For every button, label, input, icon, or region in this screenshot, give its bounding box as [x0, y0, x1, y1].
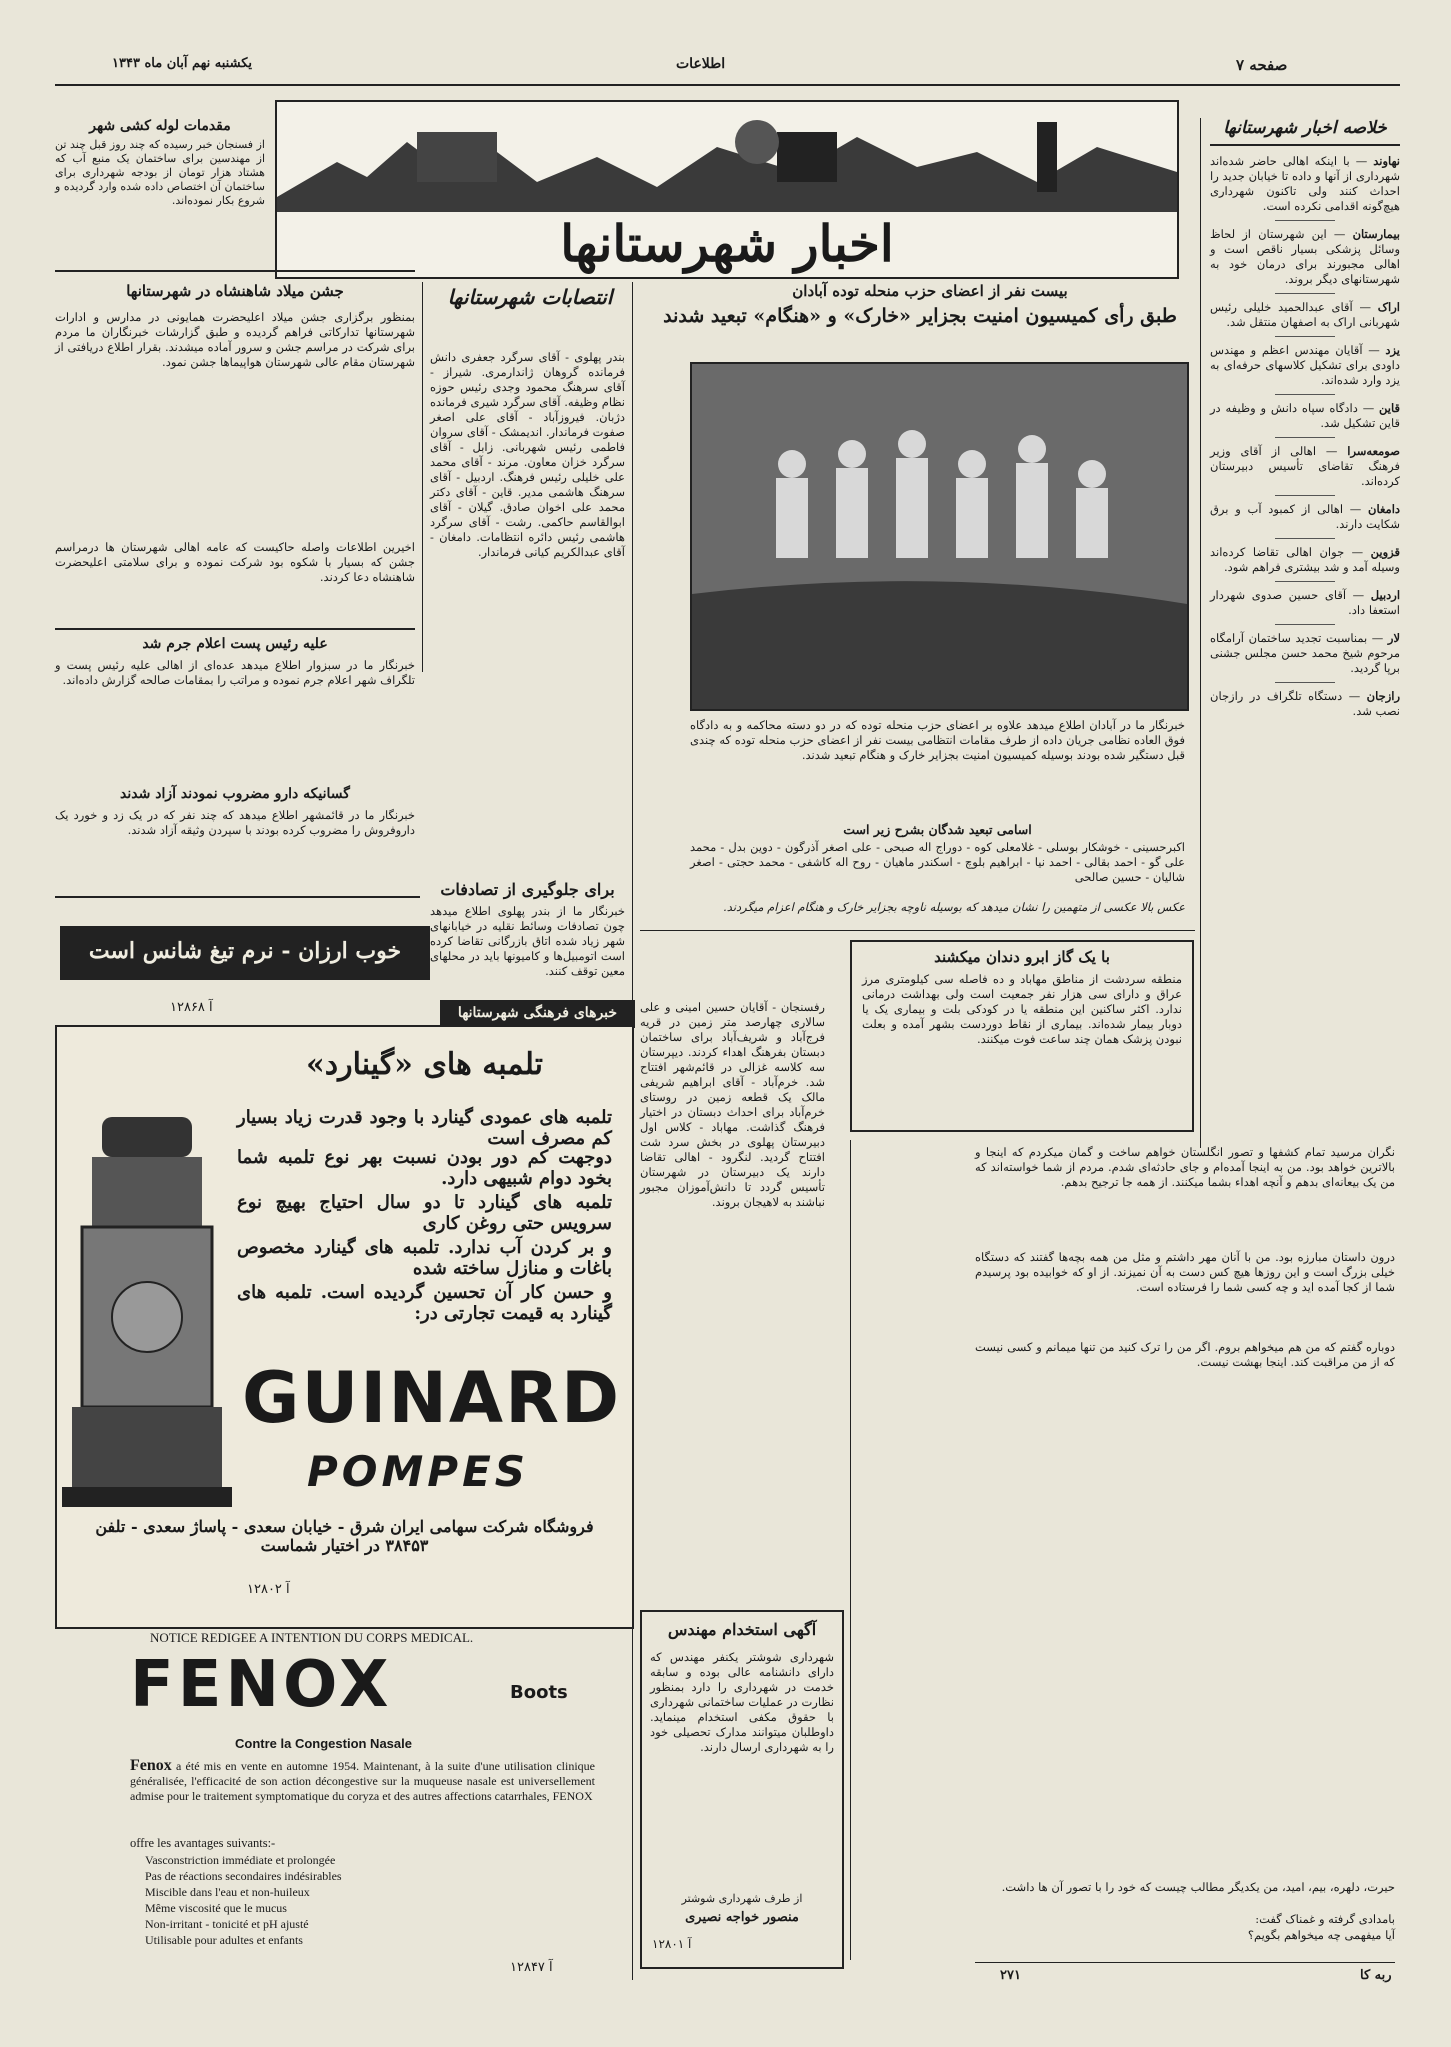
lead-head2: طبق رأی کمیسیون امنیت بجزایر «خارک» و «هنگام» تبعید شدند	[663, 305, 1177, 327]
photo-figures	[692, 364, 1187, 709]
brief-item: صومعه‌سرا — اهالی از آقای وزیر فرهنگ تقاضای تأسیس دبیرستان کرده‌اند.	[1210, 444, 1401, 488]
column-rule-left	[422, 282, 423, 672]
brief-item: یزد — آقایان مهندس اعظم و مهندس داودی برای تشکیل کلاسهای حرفه‌ای به یزد وارد شده‌اند.	[1210, 343, 1400, 387]
complaint-body: خبرنگار ما در سبزوار اطلاع میدهد عده‌ای از اهالی علیه رئیس پست و تلگراف شهر اعلام جرم نموده و مراتب را بمقامات صالحه گزارش داده‌اند.	[55, 658, 415, 687]
brief-body: جوان اهالی تقاضا کرده‌اند وسیله آمد و شد بیشتری فراهم شود.	[1210, 545, 1400, 574]
fenox-advantages	[145, 1852, 342, 1948]
brief-body: با اینکه اهالی حاضر شده‌اند شهرداری از آنها و داده تا خیابان جدید را احداث کنند ولی تاکنون شهرداری هیچ‌گونه اقدامی نکرده است.	[1210, 154, 1400, 213]
slogan-code: ۱۲۸۶۸ آ	[170, 1000, 213, 1015]
column-rule-engineer	[632, 1130, 633, 1980]
pump-illustration	[62, 1107, 232, 1517]
brief-item: قاین — دادگاه سپاه دانش و وظیفه در قاین تشکیل شد.	[1210, 401, 1401, 430]
fenox-maker: Boots	[510, 1682, 568, 1703]
brief-item: لار — بمناسبت تجدید ساختمان آرامگاه مرحوم شیخ محمد حسن مجلس جشنی برپا گردید.	[1210, 631, 1401, 675]
brief-head: اردبیل	[1370, 588, 1401, 602]
sardasht-box	[850, 940, 1194, 1132]
lead-caption: عکس بالا عکسی از متهمین را نشان میدهد که بوسیله ناوچه بجزایر خارک و هنگام اعزام میگردند.	[723, 900, 1185, 914]
sardasht-title: با یک گاز ابرو دندان میکشند	[934, 948, 1110, 966]
guinard-line1: تلمبه های عمودی گینارد با وجود قدرت زیاد بسیار کم مصرف است	[237, 1107, 612, 1149]
masthead-paper: اطلاعات	[676, 56, 726, 72]
birthday-rule	[55, 628, 415, 630]
guinard-line2: دوجهت کم دور بودن نسبت بهر نوع تلمبه شما بخود دوام شبیهی دارد.	[237, 1147, 612, 1189]
culture-title: خبرهای فرهنگی شهرستانها	[457, 1005, 618, 1021]
brief-body: دستگاه تلگراف در رازجان نصب شد.	[1210, 689, 1400, 718]
fenox-advantage: Pas de réactions secondaires indésirables	[145, 1869, 342, 1883]
brief-item: بیمارستان — این شهرستان از لحاظ وسائل پزشکی بسیار ناقص است و اهالی مجبورند برای درمان خود به شهرستانهای دیگر بروند.	[1210, 227, 1400, 286]
column-rule-letter	[850, 1140, 851, 1960]
birthday-p2: اخیرین اطلاعات واصله حاکیست که عامه اهالی شهرستان ها درمراسم جشن که بسیار با شکوه بود شرکت نموده و برای سلامتی اعلیحضرت شاهنشاه دعا کردند.	[55, 540, 415, 584]
lead-bottom-rule	[640, 930, 1195, 931]
column-rule-right	[1200, 118, 1201, 1148]
masthead-rule	[55, 84, 1400, 86]
brief-body: اهالی از کمبود آب و برق شکایت دارند.	[1210, 502, 1400, 531]
brief-body: این شهرستان از لحاظ وسائل پزشکی بسیار ناقص است و اهالی مجبورند برای درمان خود به شهرستانهای دیگر بروند.	[1210, 227, 1400, 286]
letter-bottom-rule	[975, 1962, 1395, 1963]
complaint-title2: گسانیکه دارو مضروب نمودند آزاد شدند	[120, 786, 350, 802]
brief-body: آقای حسین صدوی شهردار استعفا داد.	[1210, 588, 1400, 617]
letter-p3: دوباره گفتم که من هم میخواهم بروم. اگر من را ترک کنید من تنها میمانم و کسی نیست که از من مراقبت کند. اینجا بهشت نیست.	[975, 1340, 1395, 1369]
fenox-intro-text: a été mis en vente en automne 1954. Maintenant, à la suite d'une utilisation clinique généralisée, l'efficacité de son action décongestive sur la muqueuse nasale est universellement admise pour le traitement symptomatique du coryza et des autres affections catarrhales, FENOX	[130, 1759, 595, 1803]
brief-item: نهاوند — با اینکه اهالی حاضر شده‌اند شهرداری از آنها و داده تا خیابان جدید را احداث کنند ولی تاکنون شهرداری هیچ‌گونه اقدامی نکرده است.	[1210, 154, 1400, 213]
complaint-rule	[55, 896, 420, 898]
brief-body: بمناسبت تجدید ساختمان آرامگاه مرحوم شیخ محمد حسن مجلس جشنی برپا گردید.	[1210, 631, 1400, 675]
guinard-title: تلمبه های «گینارد»	[306, 1047, 543, 1082]
collisions-title: برای جلوگیری از تصادفات	[440, 880, 615, 899]
fenox-intro	[130, 1758, 595, 1804]
fenox-code: ۱۲۸۴۷ آ	[510, 1960, 553, 1975]
brief-head: لار	[1387, 631, 1401, 645]
pipeline-body: از فسنجان خبر رسیده که چند روز قبل چند تن از مهندسین برای ساختمان یک منبع آب که هشتاد هزار تومان از بودجه شهرداری برای ساختمان آن اختصاص داده شده وارد گردیده و شروع بکار نموده‌اند.	[55, 138, 265, 207]
brief-head: رازجان	[1366, 689, 1401, 703]
guinard-brand: GUINARD	[242, 1357, 622, 1439]
brief-item: قزوین — جوان اهالی تقاضا کرده‌اند وسیله آمد و شد بیشتری فراهم شود.	[1210, 545, 1401, 574]
lead-head1: بیست نفر از اعضای حزب منحله توده آبادان	[792, 282, 1068, 300]
brief-item: اراک — آقای عبدالحمید خلیلی رئیس شهربانی اراک به اصفهان منتقل شد.	[1210, 300, 1400, 329]
guinard-line3: تلمبه های گینارد تا دو سال احتیاج بهیچ نوع سرویس حتی روغن کاری	[237, 1192, 612, 1234]
guinard-code: ۱۲۸۰۲ آ	[247, 1582, 290, 1597]
banner-title: اخبار شهرستانها	[560, 214, 894, 273]
letter-byline: ربه کا	[1360, 1968, 1392, 1983]
sardasht-body: منطقه سردشت از مناطق مهاباد و ده فاصله سی کیلومتری مرز عراق و دارای سی هزار نفر جمعیت است ولی بهداشت درمانی ندارد. اکثر ساکنین این منطقه یا در کودکی بلت و بیماری یک یا دوبار بیمار شده‌اند. بیماری از نقاط دوردست بشهر آمده و بعلت نبودن پزشک همان چند ساعت فوت میکنند.	[862, 972, 1182, 1046]
fenox-advantage: Utilisable pour adultes et enfants	[145, 1933, 303, 1947]
culture-body: رفسنجان - آقایان حسین امینی و علی سالاری چهارصد متر زمین در قریه فرج‌آباد و شریف‌آباد برای ساختمان دبستان بفرهنگ اهداء کردند. دیپرستان سه کلاسه غزالی در قائم‌شهر افتتاح شد. خرم‌آباد - آقای ابراهیم شریفی مالک یک قطعه زمین در روستای خرم‌آباد برای احداث دبستان در اختیار فرهنگ گذاشت. مهاباد - کلاس اول دبیرستان پهلوی در بخش سرد شت افتتاح گردید. لنگرود - اهالی تقاضا دارند یک دبیرستان در شهرستان تأسیس گردد تا دانش‌آموزان مجبور نباشند به لاهیجان بروند.	[640, 1000, 825, 1209]
fenox-intro-word: Fenox	[130, 1757, 172, 1774]
engineer-title: آگهی استخدام مهندس	[667, 1620, 817, 1639]
slogan-text: خوب ارزان - نرم تیغ شانس است	[88, 938, 402, 964]
brief-head: اراک	[1377, 300, 1400, 314]
lead-body: خبرنگار ما در آبادان اطلاع میدهد علاوه بر اعضای حزب منحله توده که در دو دسته محاکمه و به دادگاه فوق العاده نظامی جریان داده از طرف مقامات انتظامی بیست نفر از اعضای حزب منحله توده که چندی قبل دستگیر شده بودند بوسیله کمیسیون امنیت بجزایر خارک و هنگام تبعید شدند.	[690, 718, 1185, 762]
letter-foot3: آیا میفهمی چه میخواهم بگویم؟	[1247, 1928, 1395, 1942]
banner	[275, 100, 1179, 279]
engineer-sig-role: از طرف شهرداری شوشتر	[681, 1892, 803, 1905]
brief-body: آقایان مهندس اعظم و مهندس داودی برای تشکیل کلاسهای حرفه‌ای به یزد وارد شده‌اند.	[1210, 343, 1400, 387]
guinard-line5: و حسن کار آن تحسین گردیده است. تلمبه های گینارد به قیمت تجارتی در:	[237, 1282, 612, 1324]
letter-foot1: حیرت، دلهره، بیم، امید، من یکدیگر مطالب چیست که خود را با تصور آن ها داشت.	[1001, 1880, 1395, 1894]
collisions-body: خبرنگار ما از بندر پهلوی اطلاع میدهد چون تصادفات وسائط نقلیه در خیابانهای شهر زیاد شده اتاق بازرگانی تقاضا کرده است اتومبیل‌ها و کامیونها باید در محلهای معین توقف کنند.	[430, 904, 625, 978]
brief-body: دادگاه سپاه دانش و وظیفه در قاین تشکیل شد.	[1210, 401, 1400, 430]
briefs-title: خلاصه اخبار شهرستانها	[1223, 118, 1387, 138]
brief-head: نهاوند	[1373, 154, 1400, 168]
fenox-advantage: Vasconstriction immédiate et prolongée	[145, 1853, 336, 1867]
guinard-pompes: POMPES	[307, 1447, 530, 1496]
banner-illustration	[277, 102, 1177, 212]
birthday-title: جشن میلاد شاهنشاه در شهرستانها	[126, 282, 344, 300]
guinard-ad	[55, 1025, 634, 1629]
guinard-line4: و بر کردن آب ندارد. تلمبه های گینارد مخصوص باغات و منازل ساخته شده	[237, 1237, 612, 1279]
briefs-title-rule	[1210, 144, 1400, 146]
masthead-date: یکشنبه نهم آبان ماه ۱۳۴۳	[112, 56, 252, 71]
brief-head: قاین	[1379, 401, 1401, 415]
appointments-body: بندر پهلوی - آقای سرگرد جعفری دانش فرمانده گروهان ژاندارمری. شیراز - آقای سرهنگ محمود وجدی رئیس حوزه نظام وظیفه. آقای سرگرد شیری فرمانده دژبان. فیروزآباد - آقای علی اصغر صفوت فرماندار. اندیمشک - آقای سروان فاطمی رئیس شهربانی. زابل - آقای سرگرد خزان معاون. مرند - آقای محمد علی خلیلی رئیس فرهنگ. اردبیل - آقای سرهنگ هاشمی مدیر. قاین - آقای دکتر محمد علی اخوان صادق. گیلان - آقای ابوالقاسم حاکمی. رشت - آقای سرگرد هاشمی رئیس دائره انتظامات. دامغان - آقای عبدالکریم کیانی فرماندار.	[430, 350, 625, 559]
fenox-advantage: Miscible dans l'eau et non-huileux	[145, 1885, 310, 1899]
brief-item: اردبیل — آقای حسین صدوی شهردار استعفا داد.	[1210, 588, 1401, 617]
brief-head: بیمارستان	[1352, 227, 1400, 241]
letter-foot2: بامدادی گرفته و غمناک گفت:	[1255, 1912, 1395, 1926]
brief-head: قزوین	[1370, 545, 1401, 559]
fenox-subtitle: Contre la Congestion Nasale	[235, 1736, 412, 1751]
pipeline-title: مقدمات لوله کشی شهر	[89, 118, 231, 134]
appointments-title: انتصابات شهرستانها	[447, 285, 613, 309]
birthday-body: بمنظور برگزاری جشن میلاد اعلیحضرت همایونی در مدارس و ادارات شهرستانها تدارکاتی فراهم گردیده و طبق گزارشات خبرنگاران ما مردم برای شرکت در مراسم جشن و سرور آماده میشدند. بقرار اطلاع دریافتی از شهرستان مقام عالی شهرستان هواپیماها جشن نمود.	[55, 310, 415, 369]
engineer-code: ۱۲۸۰۱ آ	[652, 1937, 692, 1951]
pipeline-rule	[55, 270, 415, 272]
guinard-store: فروشگاه شرکت سهامی ایران شرق - خیابان سعدی - پاساژ سعدی - تلفن ۳۸۴۵۳ در اختیار شماست	[95, 1517, 594, 1555]
complaint-body2: خبرنگار ما در قائمشهر اطلاع میدهد که چند نفر که در یک زد و خورد یک داروفروش را مضروب کرده بودند با سپردن وثیقه آزاد شدند.	[55, 808, 415, 837]
fenox-ad	[55, 1630, 630, 1980]
letter-p2: درون داستان مبارزه بود. من با آنان مهر داشتم و مثل من همه بچه‌ها گفتند که دستگاه خیلی بزرگ است و این روزها هیچ کس دست به آن نمیزند. از او که خوابیده بود پرسیدم شما از کجا آمده اید و چه کسی شما را فرستاده است.	[975, 1250, 1395, 1294]
engineer-body: شهرداری شوشتر یکنفر مهندس که دارای دانشنامه عالی بوده و سابقه خدمت در شهرداری را دارد بمنظور نظارت در عملیات ساختمانی شهرداری با حقوق مکفی استخدام مینماید. داوطلبان میتوانند مدارک تحصیلی خود را به شهرداری ارسال دارند.	[650, 1650, 834, 1754]
fenox-advantage: Non-irritant - tonicité et pH ajusté	[145, 1917, 309, 1931]
complaint-title: علیه رئیس پست اعلام جرم شد	[142, 636, 328, 652]
masthead-page-label: صفحه ۷	[1236, 56, 1288, 74]
lead-names-head: اسامی تبعید شدگان بشرح زیر است	[843, 822, 1032, 837]
brief-head: یزد	[1385, 343, 1400, 357]
brief-head: دامغان	[1368, 502, 1401, 516]
brief-head: صومعه‌سرا	[1347, 444, 1401, 458]
fenox-brand: FENOX	[130, 1648, 393, 1722]
engineer-ad	[640, 1610, 844, 1969]
letter-page-num: ۲۷۱	[1000, 1968, 1021, 1983]
lead-photo	[690, 362, 1189, 711]
lead-names: اکبرحسینی - خوشکار بوسلی - غلامعلی کوه - دوراج اله صبحی - علی اصغر آذرگون - دوین بدل - محمد علی گو - احمد بقالی - احمد نیا - ابراهیم بلوچ - اسکندر ماهیان - روح اله کاشفی - محمد حجتی - اصغر شالیان - حسین صالحی	[690, 840, 1185, 884]
fenox-advantage: Même viscosité que le mucus	[145, 1901, 287, 1915]
brief-item: رازجان — دستگاه تلگراف در رازجان نصب شد.	[1210, 689, 1401, 718]
culture-title-box	[440, 1000, 635, 1028]
right-column	[1210, 118, 1400, 1148]
slogan-ad	[60, 926, 430, 980]
engineer-signature: منصور خواجه نصیری	[685, 1910, 799, 1925]
brief-body: اهالی از آقای وزیر فرهنگ تقاضای تأسیس دبیرستان کرده‌اند.	[1210, 444, 1400, 488]
fenox-adv-head: offre les avantages suivants:-	[130, 1836, 276, 1850]
fenox-notice: NOTICE REDIGEE A INTENTION DU CORPS MEDICAL.	[150, 1630, 474, 1645]
brief-body: آقای عبدالحمید خلیلی رئیس شهربانی اراک به اصفهان منتقل شد.	[1210, 300, 1400, 329]
brief-item: دامغان — اهالی از کمبود آب و برق شکایت دارند.	[1210, 502, 1401, 531]
letter-body: نگران مرسید تمام کشفها و تصور انگلستان خواهم ساخت و گمان میکردم که اینجا و بالاترین خواهد بود. من به اینجا آمده‌ام و جای حادثه‌ای شدم. مردم از شما خواسته‌اند که من یک بیعانه‌ای بدهم و آنچه اهداء بشما میکنند. از همه جا ترجیح بدهم.	[975, 1145, 1395, 1189]
